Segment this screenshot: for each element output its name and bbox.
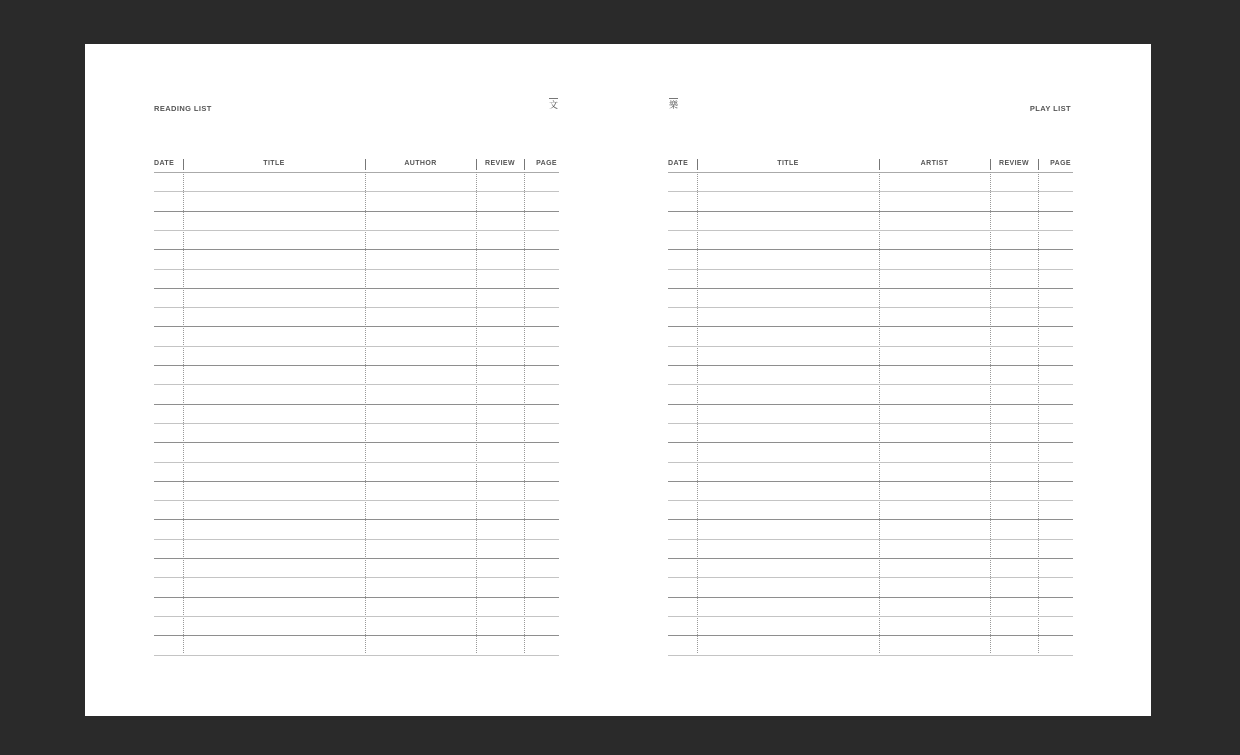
column-header-page: PAGE xyxy=(536,160,557,167)
table-row xyxy=(668,655,1073,656)
table-row xyxy=(154,616,559,617)
table-row xyxy=(154,481,559,482)
table-row xyxy=(154,365,559,366)
column-header-date: DATE xyxy=(668,160,689,167)
play-list-table xyxy=(668,159,1073,653)
table-row xyxy=(668,191,1073,192)
play-list-mark: 樂 xyxy=(669,100,679,110)
table-row xyxy=(668,577,1073,578)
table-row xyxy=(668,616,1073,617)
table-row xyxy=(668,423,1073,424)
table-row xyxy=(668,211,1073,212)
reading-list-table xyxy=(154,159,559,653)
table-row xyxy=(668,519,1073,520)
ruled-rows xyxy=(154,172,559,653)
table-row xyxy=(154,269,559,270)
table-row xyxy=(154,326,559,327)
column-header-date: DATE xyxy=(154,160,175,167)
play-list-title: PLAY LIST xyxy=(1029,104,1071,113)
table-row xyxy=(154,423,559,424)
reading-list-mark: 文 xyxy=(549,100,559,110)
table-row xyxy=(668,365,1073,366)
table-row xyxy=(154,539,559,540)
table-row xyxy=(668,269,1073,270)
table-row xyxy=(154,577,559,578)
table-row xyxy=(668,307,1073,308)
table-row xyxy=(668,558,1073,559)
table-row xyxy=(154,404,559,405)
table-row xyxy=(668,635,1073,636)
column-header-page: PAGE xyxy=(1050,160,1071,167)
table-row xyxy=(154,500,559,501)
table-row xyxy=(154,597,559,598)
column-header-title: TITLE xyxy=(777,160,799,167)
table-row xyxy=(154,442,559,443)
table-row xyxy=(154,635,559,636)
table-row xyxy=(668,249,1073,250)
column-header-review: REVIEW xyxy=(484,160,515,167)
table-row xyxy=(154,519,559,520)
table-row xyxy=(154,249,559,250)
table-row xyxy=(154,191,559,192)
table-row xyxy=(668,288,1073,289)
table-row xyxy=(668,404,1073,405)
ruled-rows xyxy=(668,172,1073,653)
table-row xyxy=(154,346,559,347)
table-row xyxy=(668,346,1073,347)
table-row xyxy=(154,211,559,212)
table-row xyxy=(154,307,559,308)
table-row xyxy=(154,230,559,231)
table-row xyxy=(668,384,1073,385)
notebook-spread xyxy=(85,44,1151,716)
table-row xyxy=(668,230,1073,231)
column-header-author: AUTHOR xyxy=(404,160,437,167)
table-row xyxy=(154,655,559,656)
table-row xyxy=(668,326,1073,327)
table-row xyxy=(668,500,1073,501)
column-header-review: REVIEW xyxy=(998,160,1029,167)
table-row xyxy=(668,442,1073,443)
reading-list-title: READING LIST xyxy=(154,104,212,113)
table-row xyxy=(154,384,559,385)
column-header-artist: ARTIST xyxy=(920,160,949,167)
table-row xyxy=(668,539,1073,540)
table-row xyxy=(154,288,559,289)
table-row xyxy=(668,597,1073,598)
table-row xyxy=(154,462,559,463)
table-row xyxy=(668,481,1073,482)
column-header-title: TITLE xyxy=(263,160,285,167)
table-row xyxy=(154,558,559,559)
table-row xyxy=(668,462,1073,463)
